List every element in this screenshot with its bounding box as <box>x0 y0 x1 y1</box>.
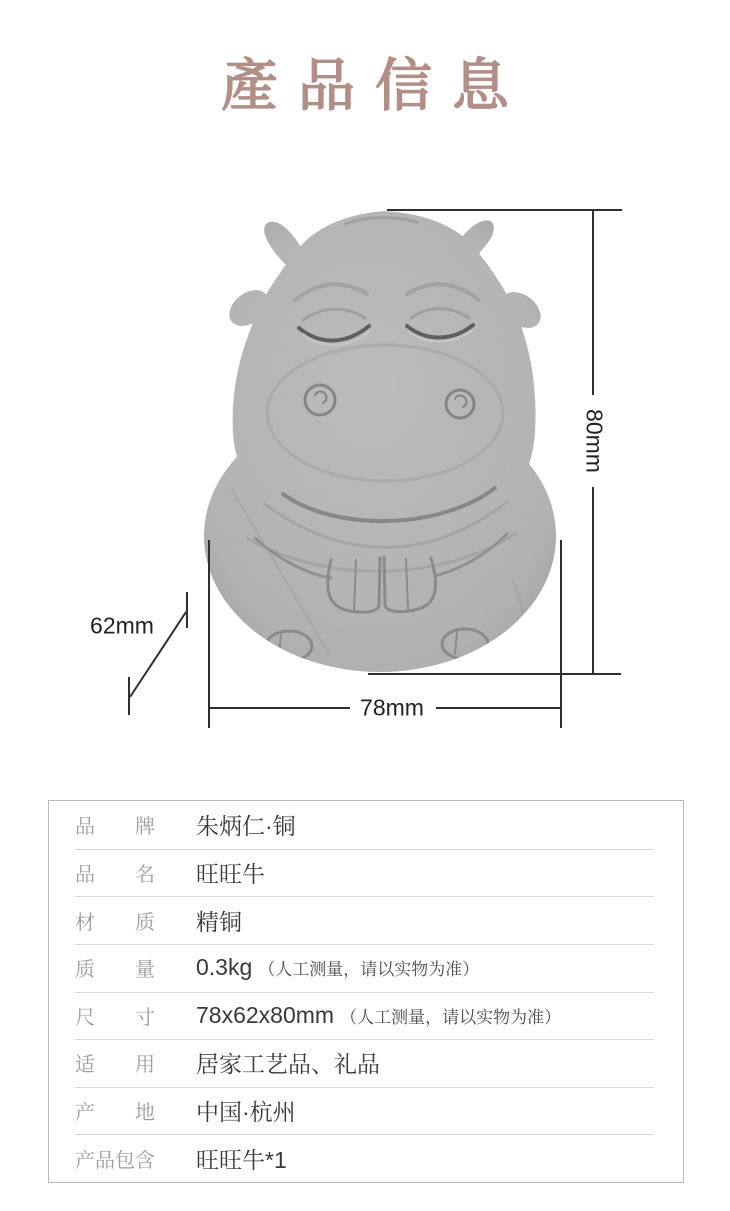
row-note: （人工测量，请以实物为准） <box>258 960 480 980</box>
row-label: 品名 <box>75 863 155 886</box>
dimension-tick-bottom <box>368 673 621 675</box>
dimension-line-height-upper <box>592 209 594 395</box>
table-row-weight <box>49 944 683 992</box>
dimension-label-width: 78mm <box>360 694 424 721</box>
dimension-label-depth: 62mm <box>90 612 154 639</box>
table-row-package <box>49 1134 683 1182</box>
row-value: 中国·杭州 <box>196 1099 296 1126</box>
extension-line-right <box>560 540 562 728</box>
row-value: 旺旺牛 <box>196 860 265 887</box>
dimension-line-width-left <box>210 707 350 709</box>
dimension-label-height: 80mm <box>581 409 608 473</box>
product-image-cow <box>195 208 563 676</box>
row-value: 旺旺牛*1 <box>196 1146 287 1173</box>
dimension-line-width-right <box>436 707 561 709</box>
spec-table <box>48 800 684 1183</box>
table-row-product-name <box>49 849 683 897</box>
row-label: 质量 <box>75 959 155 982</box>
extension-line-left <box>208 540 210 728</box>
row-label: 品牌 <box>75 816 155 839</box>
row-label: 适用 <box>75 1054 155 1077</box>
row-label: 产品包含 <box>75 1149 155 1172</box>
table-row-brand <box>49 801 683 849</box>
row-value: 78x62x80mm （人工测量，请以实物为准） <box>196 1001 562 1028</box>
dimension-tick-top <box>387 209 622 211</box>
row-label: 材质 <box>75 911 155 934</box>
row-value: 朱炳仁·铜 <box>196 813 296 840</box>
dimension-line-height-lower <box>592 487 594 674</box>
depth-tick-top <box>186 592 188 628</box>
row-label: 尺寸 <box>75 1006 155 1029</box>
table-row-size <box>49 992 683 1040</box>
table-row-material <box>49 896 683 944</box>
page-title: 產品信息 <box>221 52 529 119</box>
row-value: 0.3kg （人工测量，请以实物为准） <box>196 954 480 981</box>
table-row-origin <box>49 1087 683 1135</box>
table-row-usage <box>49 1039 683 1087</box>
row-note: （人工测量，请以实物为准） <box>340 1007 562 1027</box>
row-label: 产地 <box>75 1102 155 1125</box>
row-value: 居家工艺品、礼品 <box>196 1051 380 1078</box>
row-value: 精铜 <box>196 908 242 935</box>
